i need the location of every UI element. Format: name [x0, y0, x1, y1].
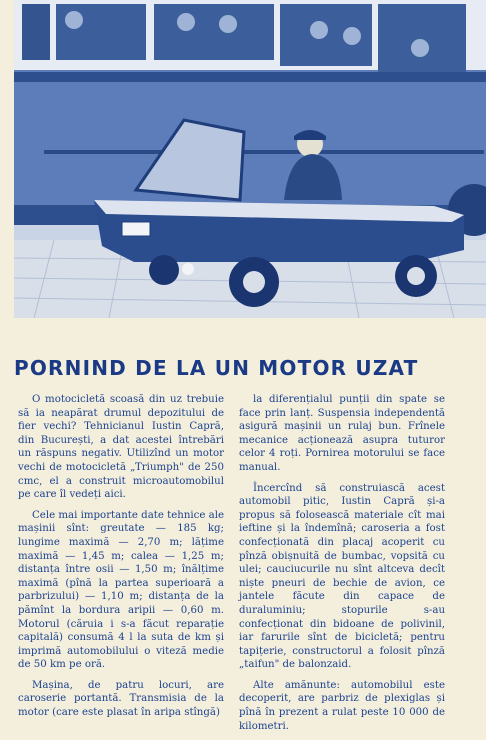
- paragraph: Alte amănunte: automobilul este decoperit, are parbriz de plexiglas și pînă în prezent a rulat peste 10 000 de kilometri.: [239, 679, 445, 732]
- paragraph: la diferențialul punții din spate se face prin lanț. Suspensia independentă asigură mașinii un rulaj bun. Frînele mecanice acționează asupra tuturor celor 4 roți. Pornirea motorului se face manual.: [239, 394, 445, 473]
- microcar-illustration: [14, 0, 486, 318]
- right-text-column: [239, 393, 445, 740]
- paragraph: O motocicletă scoasă din uz trebuie să ia neapărat drumul depozitului de fier vechi? Tehnicianul Iustin Capră, din București, a dat acestei întrebări un răspuns negativ. Utilizînd un motor vechi de motocicletă „Triumph" de 250 cmc, el a construit microautomobilul pe care îl vedeți aici.: [18, 394, 224, 501]
- left-text-column: [18, 393, 224, 727]
- bus-shape: [14, 0, 486, 236]
- microcar-photo: [14, 0, 486, 318]
- paragraph: Cele mai importante date tehnice ale mașinii sînt: greutate — 185 kg; lungime maximă — 2,70 m; lățime maximă — 1,45 m; calea — 1,25 m; distanța între osii — 1,50 m; înălțime maximă (pînă la partea superioară a parbrizului) — 1,10 m; distanța de la pămînt la bordura aripii — 0,60 m. Motorul (căruia i s-a făcut reparație capitală) consumă 4 l la suta de km și imprimă automobilului o viteză medie de 50 km pe oră.: [18, 509, 224, 671]
- paragraph: Încercînd să construiască acest automobil pitic, Iustin Capră și-a propus să folosească materiale cît mai ieftine și la îndemînă; caroseria a fost confecționată din placaj acoperit cu pînză obișnuită de bumbac, vopsită cu ulei; cauciucurile nu sînt altceva decît niște pneuri de bechie de avion, ce jantele făcute din capace de duraluminiu; stopurile s-au confecționat din bidoane de polivinil, iar farurile sînt de bicicletă; pentru tapițerie, constructorul a folosit pînză „taifun" de balonzaid.: [239, 482, 445, 671]
- article-headline: PORNIND DE LA UN MOTOR UZAT: [14, 356, 419, 380]
- paragraph: Mașina, de patru locuri, are caroserie portantă. Transmisia de la motor (care este plasat în aripa stîngă): [18, 679, 224, 719]
